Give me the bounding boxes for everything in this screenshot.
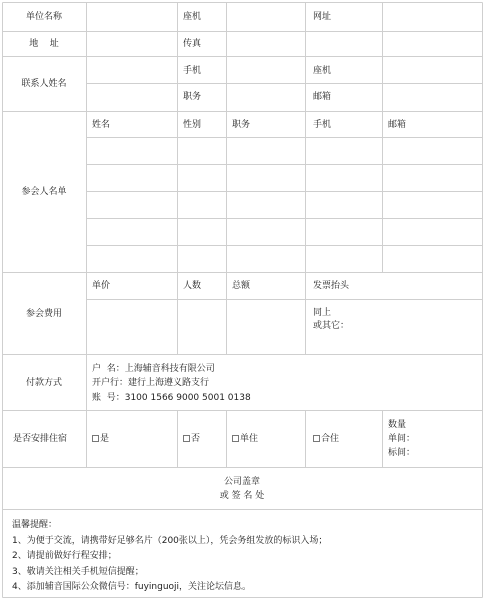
payment-method-label: 付款方式: [25, 378, 63, 388]
checkbox-icon[interactable]: [183, 435, 190, 442]
unit-price-label: 单价: [92, 281, 111, 291]
lodging-yes-label: 是: [100, 434, 110, 444]
invoice-other-label: 或其它：: [313, 321, 350, 331]
checkbox-icon[interactable]: [313, 435, 320, 442]
contact-name-label: 联系人姓名: [21, 79, 67, 89]
account-name: 户 名：上海辅音科技有限公司: [92, 364, 215, 374]
lodging-single-label: 单住: [240, 434, 259, 444]
attendee-list-label: 参会人名单: [21, 187, 67, 197]
website-label: 网址: [313, 12, 332, 22]
reminder-item-3: 3、敬请关注相关手机短信提醒；: [12, 566, 144, 577]
attendee-col-gender: 性别: [183, 120, 202, 130]
attendee-col-email: 邮箱: [388, 120, 407, 130]
checkbox-icon[interactable]: [232, 435, 239, 442]
contact-landline-label: 座机: [313, 66, 332, 76]
contact-email-label: 邮箱: [313, 92, 332, 102]
company-name-label: 单位名称: [25, 12, 63, 22]
seal-label: 公司盖章: [223, 477, 261, 487]
lodging-no-label: 否: [191, 434, 201, 444]
single-room-label: 单间：: [388, 434, 416, 444]
lodging-yes-option[interactable]: [92, 433, 109, 445]
lodging-label: 是否安排住宿: [12, 434, 68, 444]
reminder-notes: [12, 518, 327, 596]
reminder-title: 温馨提醒：: [12, 520, 58, 530]
account-number: 账 号：3100 1566 9000 5001 0138: [92, 393, 251, 403]
bank-name: 开户行：建行上海遵义路支行: [92, 378, 210, 388]
attendee-col-position: 职务: [232, 120, 251, 130]
room-quantity-label: 数量: [388, 420, 407, 430]
fees-label: 参会费用: [25, 309, 63, 319]
lodging-single-option[interactable]: [232, 433, 258, 445]
invoice-same-label: 同上: [313, 308, 332, 318]
lodging-no-option[interactable]: [183, 433, 200, 445]
total-label: 总额: [232, 281, 251, 291]
fax-label: 传真: [183, 39, 202, 49]
address-label: 地 址: [29, 39, 59, 49]
contact-mobile-label: 手机: [183, 66, 202, 76]
reminder-item-4: 4、添加辅音国际公众微信号：fuyinguoji，关注论坛信息。: [12, 582, 252, 592]
lodging-shared-option[interactable]: [313, 433, 339, 445]
invoice-title-label: 发票抬头: [313, 281, 350, 291]
reminder-item-1: 1、为便于交流，请携带好足够名片（200张以上），凭会务组发放的标识入场；: [12, 535, 328, 546]
checkbox-icon[interactable]: [92, 435, 99, 442]
attendee-col-mobile: 手机: [313, 120, 332, 130]
lodging-shared-label: 合住: [321, 434, 340, 444]
headcount-label: 人数: [183, 281, 202, 291]
attendee-col-name: 姓名: [92, 120, 111, 130]
contact-position-label: 职务: [183, 92, 202, 102]
reminder-item-2: 2、请提前做好行程安排；: [12, 551, 117, 561]
company-landline-label: 座机: [183, 12, 202, 22]
signature-label: 或 签 名 处: [219, 491, 265, 501]
standard-room-label: 标间：: [388, 448, 416, 458]
